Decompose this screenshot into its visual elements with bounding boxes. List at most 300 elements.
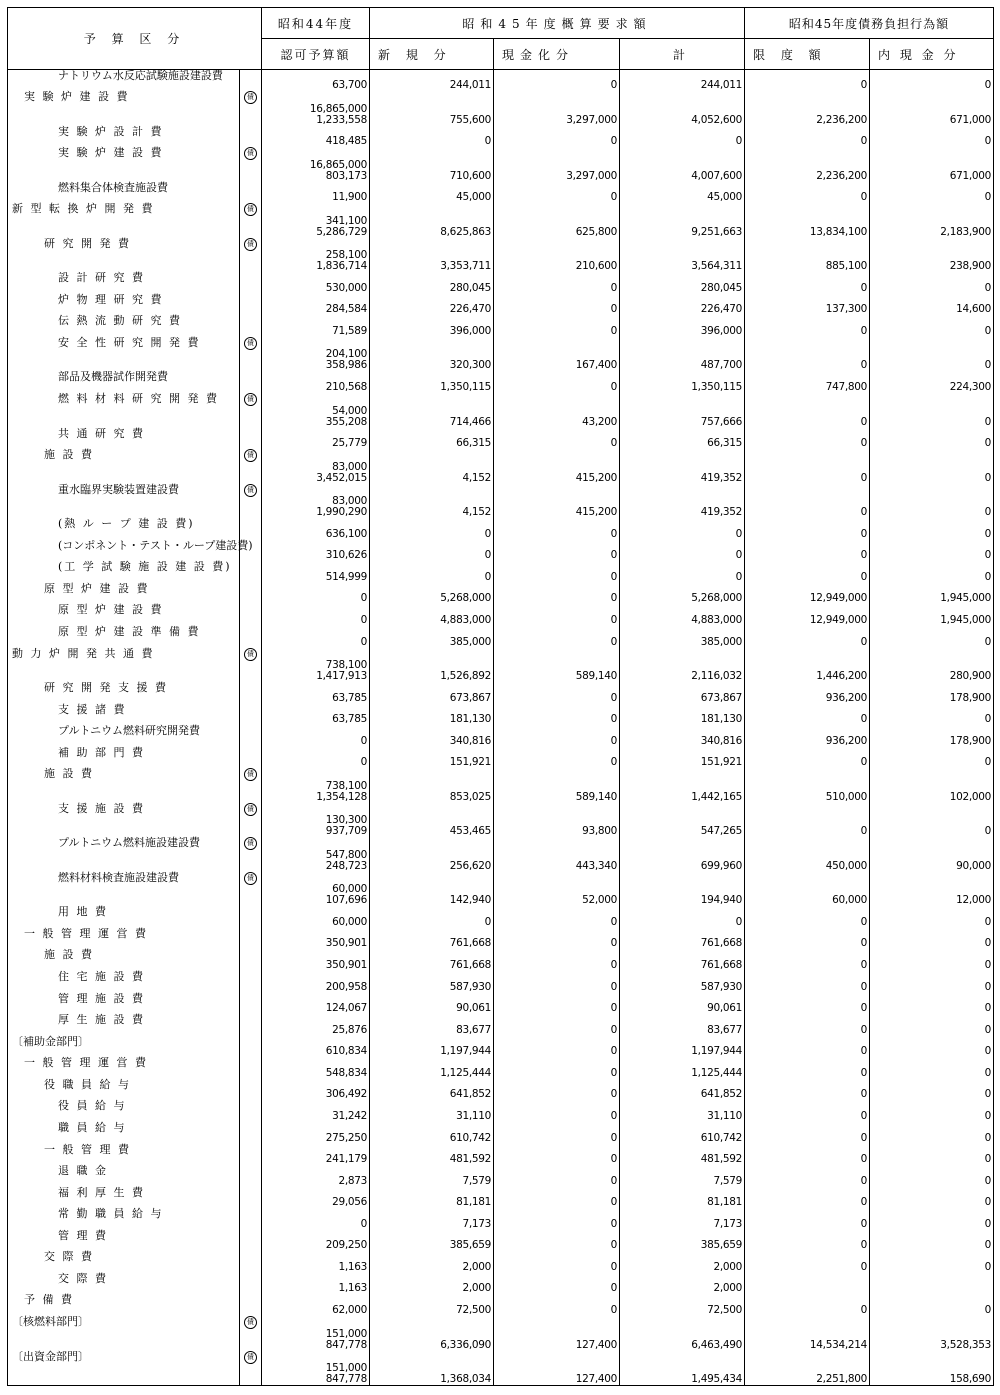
total-amount: 280,045 (620, 272, 745, 294)
obligation-mark (240, 203, 262, 238)
cash-portion-amount: 0 (870, 1187, 994, 1209)
prev-year-value: 418,485 (325, 135, 368, 148)
cash-amount: 0 (494, 1230, 620, 1252)
prev-year-value: 0 (360, 613, 368, 626)
cash-amount: 0 (494, 725, 620, 747)
row-label: 部品及機器試作開発費 (8, 371, 240, 393)
prev-year-amount (262, 872, 370, 907)
obligation-mark (240, 1294, 262, 1316)
row-label: 実 験 炉 建 設 費 (8, 147, 240, 182)
header-total: 計 (620, 39, 745, 70)
cash-amount: 0 (494, 315, 620, 337)
cash-portion-amount: 0 (870, 561, 994, 583)
prev-year-amount (262, 393, 370, 428)
new-amount: 481,592 (370, 1144, 494, 1166)
prev-year-value: 514,999 (325, 570, 368, 583)
obligation-mark (240, 272, 262, 294)
obligation-mark-icon: 債 (244, 449, 257, 462)
total-amount: 226,470 (620, 294, 745, 316)
obligation-mark (240, 484, 262, 519)
prev-year-amount (262, 1079, 370, 1101)
prev-year-obligation: 83,000 (332, 460, 368, 473)
total-amount: 641,852 (620, 1079, 745, 1101)
cash-portion-amount: 0 (870, 182, 994, 204)
cash-portion-amount: 0 (870, 626, 994, 648)
limit-amount: 0 (745, 1208, 870, 1230)
limit-amount: 510,000 (745, 768, 870, 803)
prev-year-obligation: 738,100 (325, 779, 368, 792)
total-amount: 0 (620, 906, 745, 928)
table-row (8, 393, 994, 428)
cash-portion-amount: 0 (870, 949, 994, 971)
prev-year-value: 530,000 (325, 281, 368, 294)
prev-year-value: 2,873 (338, 1174, 368, 1187)
row-label: 研 究 開 発 支 援 費 (8, 682, 240, 704)
total-amount: 0 (620, 540, 745, 562)
obligation-mark (240, 906, 262, 928)
cash-portion-amount: 671,000 (870, 147, 994, 182)
prev-year-value: 350,901 (325, 937, 368, 950)
obligation-mark (240, 1036, 262, 1058)
row-label: 実 験 炉 設 計 費 (8, 126, 240, 148)
cash-portion-amount: 0 (870, 704, 994, 726)
obligation-mark-icon: 債 (244, 147, 257, 160)
obligation-mark-icon: 債 (244, 1316, 257, 1329)
cash-portion-amount: 0 (870, 747, 994, 769)
cash-portion-amount: 3,528,353 (870, 1316, 994, 1351)
prev-year-value: 1,836,714 (316, 260, 368, 273)
obligation-mark (240, 393, 262, 428)
budget-table-sheet (7, 7, 993, 1385)
prev-year-value: 25,876 (332, 1023, 368, 1036)
table-row (8, 371, 994, 393)
prev-year-value: 0 (360, 734, 368, 747)
table-row (8, 484, 994, 519)
cash-amount: 625,800 (494, 203, 620, 238)
prev-year-amount (262, 561, 370, 583)
new-amount: 5,268,000 (370, 583, 494, 605)
limit-amount: 0 (745, 949, 870, 971)
table-row (8, 428, 994, 450)
limit-amount: 0 (745, 1122, 870, 1144)
prev-year-amount (262, 294, 370, 316)
cash-portion-amount: 0 (870, 1079, 994, 1101)
total-amount: 1,350,115 (620, 371, 745, 393)
table-row (8, 540, 994, 562)
prev-year-amount (262, 337, 370, 372)
cash-amount: 0 (494, 182, 620, 204)
row-label: (コンポネント・テスト・ループ建設費) (8, 540, 240, 562)
new-amount: 641,852 (370, 1079, 494, 1101)
new-amount: 151,921 (370, 747, 494, 769)
limit-amount: 2,236,200 (745, 147, 870, 182)
cash-portion-amount: 1,945,000 (870, 604, 994, 626)
total-amount: 587,930 (620, 971, 745, 993)
budget-table (7, 7, 994, 1386)
total-amount: 66,315 (620, 428, 745, 450)
limit-amount: 0 (745, 906, 870, 928)
total-amount: 2,000 (620, 1251, 745, 1273)
total-amount: 1,197,944 (620, 1036, 745, 1058)
row-label: 共 通 研 究 費 (8, 428, 240, 450)
total-amount: 9,251,663 (620, 203, 745, 238)
row-label: 施 設 費 (8, 949, 240, 971)
total-amount: 673,867 (620, 682, 745, 704)
cash-amount: 3,297,000 (494, 91, 620, 126)
total-amount: 1,495,434 (620, 1351, 745, 1386)
cash-portion-amount: 238,900 (870, 238, 994, 273)
new-amount: 755,600 (370, 91, 494, 126)
total-amount: 481,592 (620, 1144, 745, 1166)
prev-year-amount (262, 949, 370, 971)
table-row (8, 1100, 994, 1122)
obligation-mark (240, 872, 262, 907)
obligation-mark (240, 238, 262, 273)
cash-amount: 589,140 (494, 768, 620, 803)
obligation-mark (240, 182, 262, 204)
table-row (8, 561, 994, 583)
cash-amount: 0 (494, 626, 620, 648)
limit-amount: 0 (745, 1251, 870, 1273)
table-row (8, 1230, 994, 1252)
prev-year-value: 306,492 (325, 1088, 368, 1101)
new-amount: 226,470 (370, 294, 494, 316)
cash-portion-amount (870, 1273, 994, 1295)
table-row (8, 1036, 994, 1058)
cash-amount: 0 (494, 747, 620, 769)
new-amount: 81,181 (370, 1187, 494, 1209)
row-label: 燃料材料検査施設建設費 (8, 872, 240, 907)
new-amount: 761,668 (370, 949, 494, 971)
row-label: 燃 料 材 料 研 究 開 発 費 (8, 393, 240, 428)
prev-year-amount (262, 906, 370, 928)
cash-portion-amount: 0 (870, 1100, 994, 1122)
row-label: 原 型 炉 建 設 費 (8, 583, 240, 605)
new-amount: 587,930 (370, 971, 494, 993)
cash-amount: 0 (494, 126, 620, 148)
obligation-mark (240, 1351, 262, 1386)
limit-amount: 0 (745, 1230, 870, 1252)
header-request-group: 昭和45年度概算要求額 (370, 8, 745, 39)
table-row (8, 91, 994, 126)
prev-year-obligation: 16,865,000 (309, 158, 368, 171)
cash-portion-amount: 90,000 (870, 837, 994, 872)
obligation-mark-icon: 債 (244, 393, 257, 406)
total-amount: 7,579 (620, 1165, 745, 1187)
table-row (8, 906, 994, 928)
limit-amount: 0 (745, 803, 870, 838)
cash-portion-amount: 0 (870, 540, 994, 562)
limit-amount: 14,534,214 (745, 1316, 870, 1351)
cash-amount: 0 (494, 928, 620, 950)
total-amount: 83,677 (620, 1014, 745, 1036)
total-amount: 761,668 (620, 949, 745, 971)
cash-portion-amount: 0 (870, 272, 994, 294)
prev-year-value: 803,173 (325, 169, 368, 182)
cash-amount: 167,400 (494, 337, 620, 372)
table-row (8, 803, 994, 838)
header-category: 予 算 区 分 (8, 8, 262, 70)
cash-amount: 0 (494, 428, 620, 450)
obligation-mark-icon: 債 (244, 837, 257, 850)
limit-amount: 0 (745, 70, 870, 92)
limit-amount: 0 (745, 126, 870, 148)
budget-table-body (8, 70, 994, 1386)
row-label: 支 援 施 設 費 (8, 803, 240, 838)
row-label: 〔補助金部門〕 (8, 1036, 240, 1058)
prev-year-value: 31,242 (332, 1109, 368, 1122)
cash-amount: 93,800 (494, 803, 620, 838)
obligation-mark (240, 147, 262, 182)
obligation-mark-icon: 債 (244, 872, 257, 885)
limit-amount: 0 (745, 1014, 870, 1036)
row-label: 伝 熱 流 動 研 究 費 (8, 315, 240, 337)
row-label: ナトリウム水反応試験施設建設費 (8, 70, 240, 92)
total-amount: 6,463,490 (620, 1316, 745, 1351)
total-amount: 0 (620, 518, 745, 540)
total-amount: 547,265 (620, 803, 745, 838)
table-row (8, 1187, 994, 1209)
cash-amount: 43,200 (494, 393, 620, 428)
limit-amount: 2,251,800 (745, 1351, 870, 1386)
cash-portion-amount: 0 (870, 1144, 994, 1166)
prev-year-amount (262, 1165, 370, 1187)
table-row (8, 928, 994, 950)
limit-amount: 0 (745, 1144, 870, 1166)
total-amount: 757,666 (620, 393, 745, 428)
prev-year-value: 124,067 (325, 1002, 368, 1015)
prev-year-value: 847,778 (325, 1372, 368, 1385)
cash-amount: 415,200 (494, 484, 620, 519)
limit-amount: 0 (745, 1294, 870, 1316)
cash-amount: 0 (494, 1079, 620, 1101)
row-label: 補 助 部 門 費 (8, 747, 240, 769)
prev-year-amount (262, 1057, 370, 1079)
new-amount: 142,940 (370, 872, 494, 907)
new-amount: 1,368,034 (370, 1351, 494, 1386)
prev-year-amount (262, 1187, 370, 1209)
prev-year-value: 0 (360, 756, 368, 769)
new-amount: 280,045 (370, 272, 494, 294)
prev-year-value: 107,696 (325, 894, 368, 907)
header-prev-year-bottom: 認可予算額 (262, 39, 370, 70)
row-label: 職 員 給 与 (8, 1122, 240, 1144)
new-amount: 0 (370, 126, 494, 148)
prev-year-obligation: 258,100 (325, 249, 368, 262)
cash-portion-amount: 0 (870, 1036, 994, 1058)
row-label: プルトニウム燃料研究開発費 (8, 725, 240, 747)
prev-year-value: 11,900 (332, 191, 368, 204)
table-row (8, 272, 994, 294)
header-new: 新 規 分 (370, 39, 494, 70)
new-amount: 66,315 (370, 428, 494, 450)
total-amount: 487,700 (620, 337, 745, 372)
total-amount: 0 (620, 561, 745, 583)
obligation-mark (240, 428, 262, 450)
obligation-mark (240, 583, 262, 605)
cash-portion-amount: 0 (870, 126, 994, 148)
table-row (8, 126, 994, 148)
total-amount: 181,130 (620, 704, 745, 726)
limit-amount: 936,200 (745, 682, 870, 704)
obligation-mark (240, 1057, 262, 1079)
prev-year-value: 937,709 (325, 825, 368, 838)
new-amount: 385,000 (370, 626, 494, 648)
obligation-mark-icon: 債 (244, 91, 257, 104)
prev-year-amount (262, 203, 370, 238)
prev-year-amount (262, 626, 370, 648)
table-row (8, 1316, 994, 1351)
total-amount: 31,110 (620, 1100, 745, 1122)
obligation-mark (240, 704, 262, 726)
table-row (8, 147, 994, 182)
prev-year-amount (262, 682, 370, 704)
cash-portion-amount: 280,900 (870, 648, 994, 683)
prev-year-value: 63,785 (332, 713, 368, 726)
header-prev-year-top: 昭和44年度 (262, 8, 370, 39)
prev-year-value: 3,452,015 (316, 471, 368, 484)
prev-year-value: 610,834 (325, 1045, 368, 1058)
cash-amount: 0 (494, 971, 620, 993)
prev-year-obligation: 130,300 (325, 814, 368, 827)
prev-year-obligation: 16,865,000 (309, 102, 368, 115)
prev-year-amount (262, 540, 370, 562)
cash-amount: 0 (494, 1165, 620, 1187)
total-amount: 396,000 (620, 315, 745, 337)
new-amount: 3,353,711 (370, 238, 494, 273)
table-row (8, 872, 994, 907)
obligation-mark (240, 70, 262, 92)
row-label: 施 設 費 (8, 449, 240, 484)
cash-amount: 0 (494, 1208, 620, 1230)
total-amount: 5,268,000 (620, 583, 745, 605)
row-label: (熱 ル ー プ 建 設 費) (8, 518, 240, 540)
limit-amount: 0 (745, 428, 870, 450)
limit-amount: 0 (745, 1036, 870, 1058)
prev-year-amount (262, 272, 370, 294)
total-amount: 1,125,444 (620, 1057, 745, 1079)
prev-year-amount (262, 928, 370, 950)
cash-amount: 0 (494, 604, 620, 626)
table-row (8, 704, 994, 726)
total-amount: 385,659 (620, 1230, 745, 1252)
prev-year-value: 1,417,913 (316, 670, 368, 683)
obligation-mark (240, 337, 262, 372)
new-amount: 853,025 (370, 768, 494, 803)
limit-amount: 0 (745, 272, 870, 294)
cash-portion-amount: 0 (870, 928, 994, 950)
limit-amount: 0 (745, 993, 870, 1015)
row-label: (工 学 試 験 施 設 建 設 費) (8, 561, 240, 583)
row-label: 研 究 開 発 費 (8, 238, 240, 273)
limit-amount: 0 (745, 1165, 870, 1187)
prev-year-value: 62,000 (332, 1304, 368, 1317)
prev-year-value: 847,778 (325, 1338, 368, 1351)
new-amount: 761,668 (370, 928, 494, 950)
total-amount: 90,061 (620, 993, 745, 1015)
prev-year-value: 0 (360, 635, 368, 648)
obligation-mark (240, 1100, 262, 1122)
cash-portion-amount: 0 (870, 1165, 994, 1187)
prev-year-value: 71,589 (332, 324, 368, 337)
total-amount: 385,000 (620, 626, 745, 648)
cash-portion-amount: 0 (870, 393, 994, 428)
table-row (8, 1079, 994, 1101)
prev-year-value: 248,723 (325, 859, 368, 872)
prev-year-obligation: 54,000 (332, 404, 368, 417)
obligation-mark (240, 126, 262, 148)
total-amount: 4,007,600 (620, 147, 745, 182)
row-label: 用 地 費 (8, 906, 240, 928)
obligation-mark-icon: 債 (244, 337, 257, 350)
limit-amount: 0 (745, 393, 870, 428)
limit-amount: 747,800 (745, 371, 870, 393)
table-row (8, 747, 994, 769)
cash-amount: 0 (494, 1014, 620, 1036)
cash-amount: 0 (494, 561, 620, 583)
table-row (8, 518, 994, 540)
new-amount: 1,350,115 (370, 371, 494, 393)
limit-amount: 137,300 (745, 294, 870, 316)
prev-year-amount (262, 1351, 370, 1386)
prev-year-amount (262, 768, 370, 803)
cash-amount: 0 (494, 682, 620, 704)
obligation-mark (240, 561, 262, 583)
limit-amount: 12,949,000 (745, 604, 870, 626)
cash-amount: 0 (494, 540, 620, 562)
row-label: 交 際 費 (8, 1273, 240, 1295)
obligation-mark (240, 518, 262, 540)
cash-amount: 0 (494, 294, 620, 316)
limit-amount (745, 1273, 870, 1295)
prev-year-amount (262, 1294, 370, 1316)
row-label: 実 験 炉 建 設 費 (8, 91, 240, 126)
total-amount: 194,940 (620, 872, 745, 907)
prev-year-amount (262, 971, 370, 993)
cash-amount: 0 (494, 1144, 620, 1166)
new-amount: 0 (370, 518, 494, 540)
table-row (8, 725, 994, 747)
new-amount: 31,110 (370, 1100, 494, 1122)
row-label: 原 型 炉 建 設 費 (8, 604, 240, 626)
cash-portion-amount: 14,600 (870, 294, 994, 316)
prev-year-value: 29,056 (332, 1196, 368, 1209)
new-amount: 7,173 (370, 1208, 494, 1230)
obligation-mark-icon: 債 (244, 803, 257, 816)
new-amount: 710,600 (370, 147, 494, 182)
cash-portion-amount: 0 (870, 449, 994, 484)
prev-year-value: 310,626 (325, 549, 368, 562)
cash-amount: 0 (494, 1036, 620, 1058)
cash-amount: 0 (494, 704, 620, 726)
table-row (8, 337, 994, 372)
cash-portion-amount: 224,300 (870, 371, 994, 393)
row-label: 一 般 管 理 運 営 費 (8, 1057, 240, 1079)
prev-year-amount (262, 484, 370, 519)
cash-amount: 52,000 (494, 872, 620, 907)
table-row (8, 203, 994, 238)
row-label: 住 宅 施 設 費 (8, 971, 240, 993)
prev-year-amount (262, 648, 370, 683)
row-label: 役 員 給 与 (8, 1100, 240, 1122)
cash-amount: 210,600 (494, 238, 620, 273)
table-row (8, 70, 994, 92)
prev-year-obligation: 547,800 (325, 848, 368, 861)
total-amount: 45,000 (620, 182, 745, 204)
row-label: 役 職 員 給 与 (8, 1079, 240, 1101)
total-amount: 244,011 (620, 70, 745, 92)
table-row (8, 993, 994, 1015)
